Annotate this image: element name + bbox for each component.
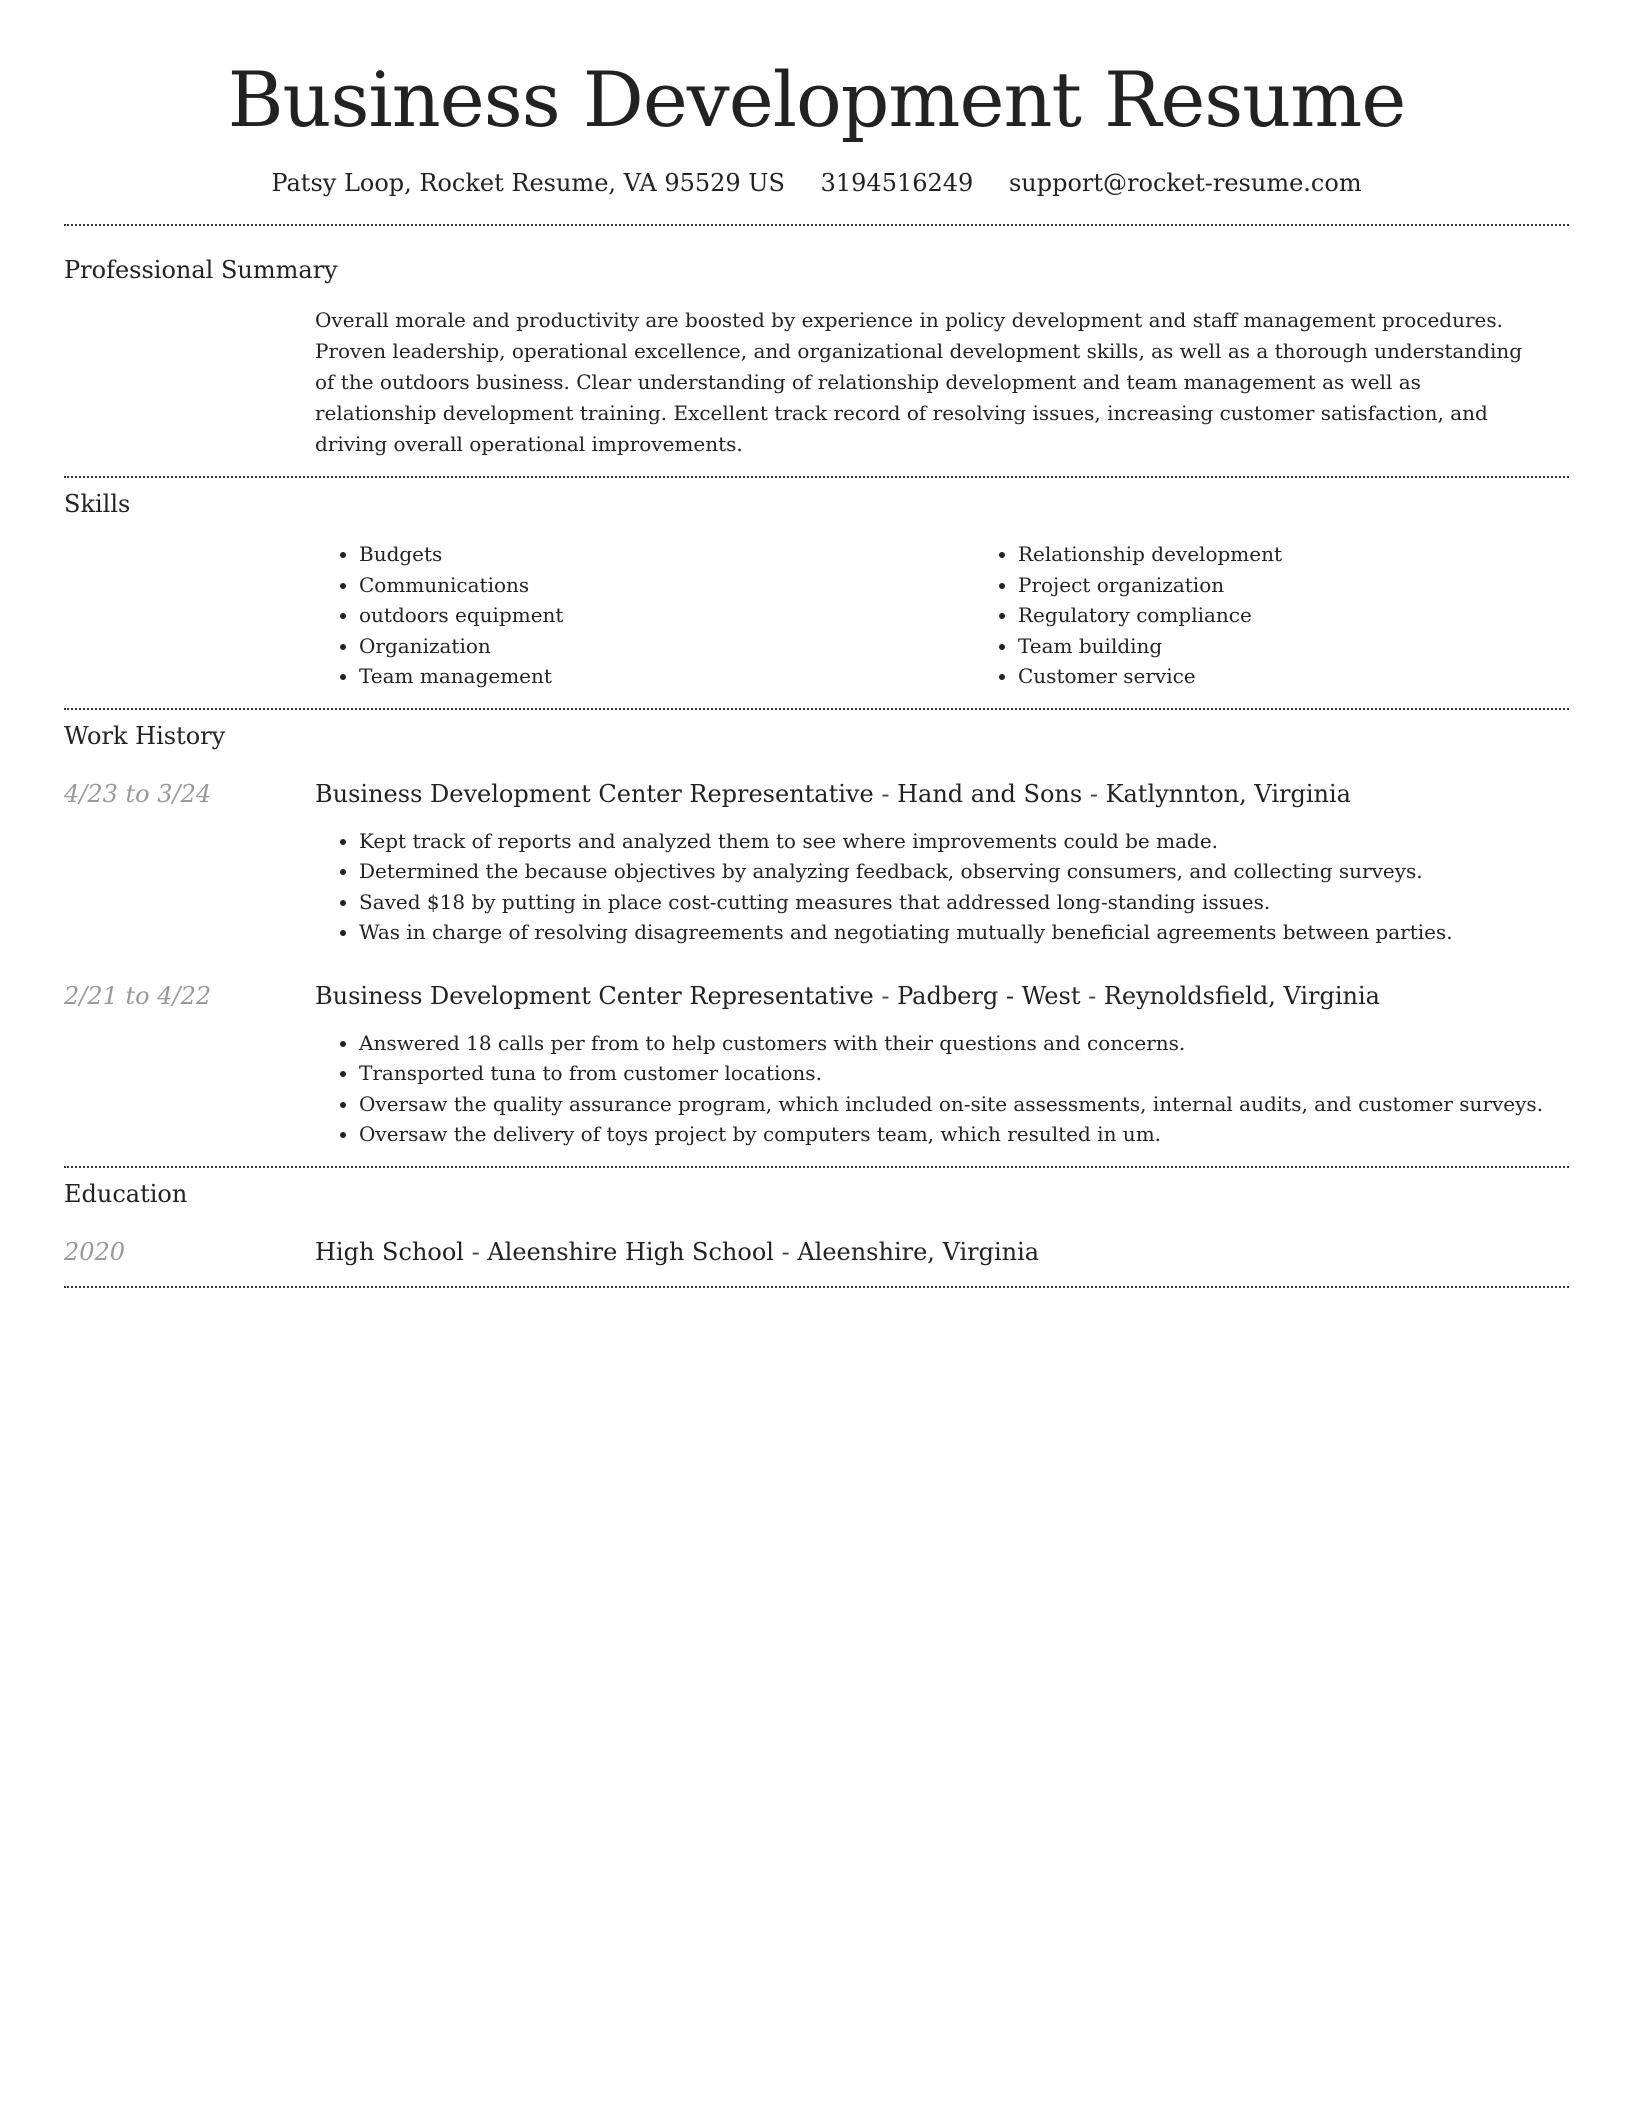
skill-item: • Relationship development: [1018, 539, 1632, 570]
summary-text: Overall morale and productivity are boosted by experience in policy development and staff management procedures. Proven leadership, operational excellence, and organizational development skills, as well as a thorough understanding of the outdoors business. Clear understanding of relationship development and team management as well as relationship development training. Excellent track record of resolving issues, increasing customer satisfaction, and driving overall operational improvements.: [315, 308, 1523, 456]
section-heading-work: Work History: [64, 721, 226, 750]
job-bullet: • Oversaw the delivery of toys project by computers team, which resulted in um.: [359, 1119, 1569, 1150]
education-section: [64, 1168, 1569, 1268]
job-location: Reynoldsfield, Virginia: [1103, 981, 1380, 1010]
job-bullet: • Answered 18 calls per from to help customers with their questions and concerns.: [359, 1028, 1569, 1059]
skill-item: • Organization: [359, 631, 974, 662]
job-company: Padberg - West: [897, 981, 1081, 1010]
education-year: 2020: [64, 1237, 126, 1266]
skills-spacer: [64, 539, 315, 692]
job-title-line: [315, 980, 1569, 1012]
section-heading-summary: Professional Summary: [64, 256, 338, 284]
divider: [64, 1286, 1569, 1288]
skills-column-2: [974, 539, 1632, 692]
education-entry: [64, 1236, 1569, 1268]
job-entry: [64, 980, 1569, 1150]
separator: -: [463, 1237, 488, 1266]
job-role: Business Development Center Representative: [315, 779, 874, 808]
job-bullet: • Was in charge of resolving disagreements and negotiating mutually beneficial agreements between parties.: [359, 917, 1569, 948]
skills-column-1: [315, 539, 974, 692]
job-bullet: • Oversaw the quality assurance program, which included on-site assessments, internal audits, and customer surveys.: [359, 1089, 1569, 1120]
job-entry: [64, 778, 1569, 948]
separator: -: [1082, 779, 1106, 808]
job-bullet: • Saved $18 by putting in place cost-cutting measures that addressed long-standing issues.: [359, 887, 1569, 918]
contact-phone: 3194516249: [820, 169, 974, 197]
job-company: Hand and Sons: [897, 779, 1083, 808]
job-location: Katlynnton, Virginia: [1105, 779, 1351, 808]
separator: -: [1080, 981, 1104, 1010]
work-section: [64, 710, 1569, 1150]
section-heading-skills: Skills: [64, 490, 131, 518]
job-dates: 2/21 to 4/22: [64, 981, 212, 1010]
job-title-line: [315, 778, 1569, 810]
contact-address: Patsy Loop, Rocket Resume, VA 95529 US: [271, 169, 785, 197]
skill-item: • Team building: [1018, 631, 1632, 662]
skill-item: • Budgets: [359, 539, 974, 570]
job-role: Business Development Center Representative: [315, 981, 874, 1010]
separator: -: [873, 779, 898, 808]
summary-spacer: [64, 305, 315, 460]
skill-item: • Customer service: [1018, 661, 1632, 692]
job-bullet: • Kept track of reports and analyzed them to see where improvements could be made.: [359, 826, 1569, 857]
education-title-line: [315, 1236, 1569, 1268]
skills-section: [64, 478, 1569, 692]
skills-grid: [315, 539, 1632, 692]
summary-section: [64, 226, 1569, 460]
skill-item: • Project organization: [1018, 570, 1632, 601]
job-bullets: [315, 826, 1569, 948]
contact-email: support@rocket-resume.com: [1008, 169, 1362, 197]
skill-item: • Communications: [359, 570, 974, 601]
job-bullets: [315, 1028, 1569, 1150]
job-bullet: • Determined the because objectives by analyzing feedback, observing consumers, and collecting surveys.: [359, 856, 1569, 887]
job-bullet: • Transported tuna to from customer locations.: [359, 1058, 1569, 1089]
skill-item: • Regulatory compliance: [1018, 600, 1632, 631]
contact-info: [64, 166, 1569, 200]
skill-item: • outdoors equipment: [359, 600, 974, 631]
separator: -: [873, 981, 898, 1010]
skill-item: • Team management: [359, 661, 974, 692]
separator: -: [773, 1237, 798, 1266]
education-school: Aleenshire High School: [487, 1237, 774, 1266]
education-location: Aleenshire, Virginia: [797, 1237, 1040, 1266]
resume-page: [64, 0, 1569, 1288]
education-degree: High School: [315, 1237, 464, 1266]
job-dates: 4/23 to 3/24: [64, 779, 212, 808]
section-heading-education: Education: [64, 1179, 188, 1208]
resume-title: Business Development Resume: [227, 55, 1406, 144]
